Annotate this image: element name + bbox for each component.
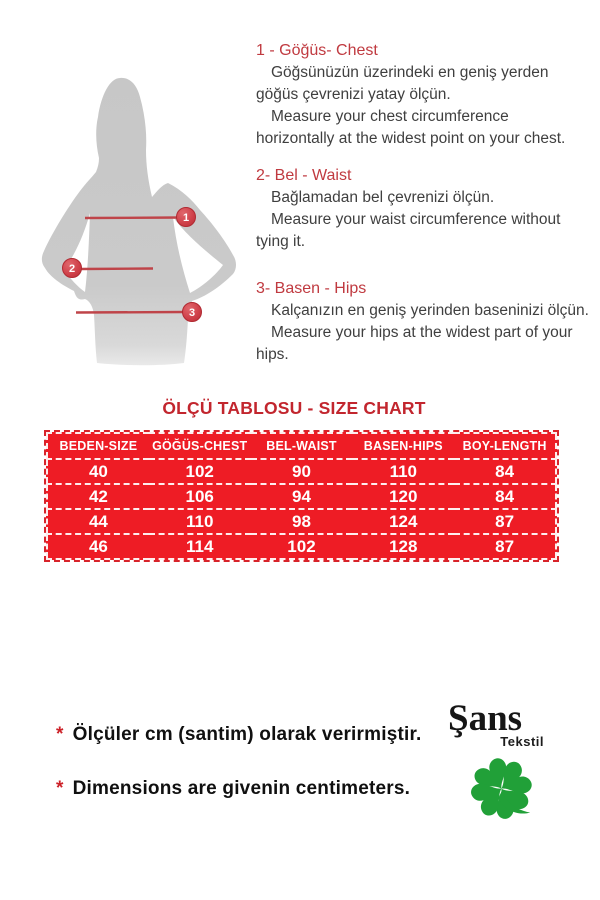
- chest-heading: 1 - Göğüs- Chest: [256, 42, 378, 59]
- note-asterisk: *: [56, 724, 64, 745]
- waist-marker-number: 2: [68, 263, 76, 275]
- size-chart-table-container: [44, 430, 559, 562]
- waist-text-turkish: Bağlamadan bel çevrenizi ölçün.: [271, 189, 495, 206]
- size-cell: 128: [352, 534, 454, 559]
- size-cell: 87: [454, 509, 556, 534]
- size-cell: 42: [47, 484, 149, 509]
- size-chart-table: [46, 432, 557, 560]
- woman-silhouette: [42, 78, 236, 365]
- size-cell: 102: [149, 459, 251, 484]
- hips-marker-number: 3: [188, 307, 196, 319]
- chest-text-turkish: Göğsünüzün üzerindeki en geniş yerden göğüs çevrenizi yatay ölçün.: [256, 64, 549, 103]
- chest-section: [256, 40, 590, 150]
- size-row-46: [47, 534, 556, 559]
- size-chart-header-row: [47, 433, 556, 459]
- size-cell: 124: [352, 509, 454, 534]
- col-header-boy-length: BOY-LENGTH: [454, 433, 556, 459]
- size-cell: 40: [47, 459, 149, 484]
- size-cell: 98: [251, 509, 353, 534]
- size-cell: 84: [454, 484, 556, 509]
- size-cell: 84: [454, 459, 556, 484]
- hips-section: [256, 278, 590, 366]
- hips-line: [76, 312, 184, 313]
- measurement-instructions: [256, 40, 590, 381]
- size-cell: 110: [352, 459, 454, 484]
- size-cell: 94: [251, 484, 353, 509]
- size-cell: 106: [149, 484, 251, 509]
- size-cell: 90: [251, 459, 353, 484]
- hips-text-turkish: Kalçanızın en geniş yerinden baseninizi ölçün.: [271, 302, 589, 319]
- size-cell: 87: [454, 534, 556, 559]
- measurement-figure: [40, 75, 250, 375]
- brand-subtitle: Tekstil: [500, 734, 544, 749]
- col-header-beden-size: BEDEN-SIZE: [47, 433, 149, 459]
- waist-text-english: Measure your waist circumference without tying it.: [256, 211, 561, 250]
- hips-heading: 3- Basen - Hips: [256, 280, 367, 297]
- note-english: [56, 778, 456, 800]
- brand-name: Şans: [448, 698, 523, 739]
- waist-heading: 2- Bel - Waist: [256, 167, 352, 184]
- size-cell: 102: [251, 534, 353, 559]
- col-header-basen-hips: BASEN-HIPS: [352, 433, 454, 459]
- waist-line: [81, 269, 153, 270]
- size-row-40: [47, 459, 556, 484]
- note-english-text: Dimensions are givenin centimeters.: [72, 778, 411, 799]
- footnotes: [56, 724, 456, 832]
- note-asterisk: *: [56, 778, 64, 799]
- chest-text-english: Measure your chest circumference horizontally at the widest point on your chest.: [256, 108, 566, 147]
- size-row-42: [47, 484, 556, 509]
- size-cell: 44: [47, 509, 149, 534]
- size-cell: 110: [149, 509, 251, 534]
- hips-text-english: Measure your hips at the widest part of your hips.: [256, 324, 573, 363]
- brand-logo: [448, 700, 558, 827]
- size-cell: 114: [149, 534, 251, 559]
- col-header-gogus-chest: GÖĞÜS-CHEST: [149, 433, 251, 459]
- note-turkish: [56, 724, 456, 746]
- note-turkish-text: Ölçüler cm (santim) olarak verirmiştir.: [72, 724, 422, 745]
- col-header-bel-waist: BEL-WAIST: [251, 433, 353, 459]
- size-row-44: [47, 509, 556, 534]
- chest-marker-number: 1: [182, 212, 190, 224]
- waist-section: [256, 165, 590, 253]
- clover-icon: [462, 755, 544, 827]
- size-cell: 46: [47, 534, 149, 559]
- size-cell: 120: [352, 484, 454, 509]
- size-chart-title: ÖLÇÜ TABLOSU - SIZE CHART: [162, 398, 426, 418]
- chest-line: [85, 218, 181, 219]
